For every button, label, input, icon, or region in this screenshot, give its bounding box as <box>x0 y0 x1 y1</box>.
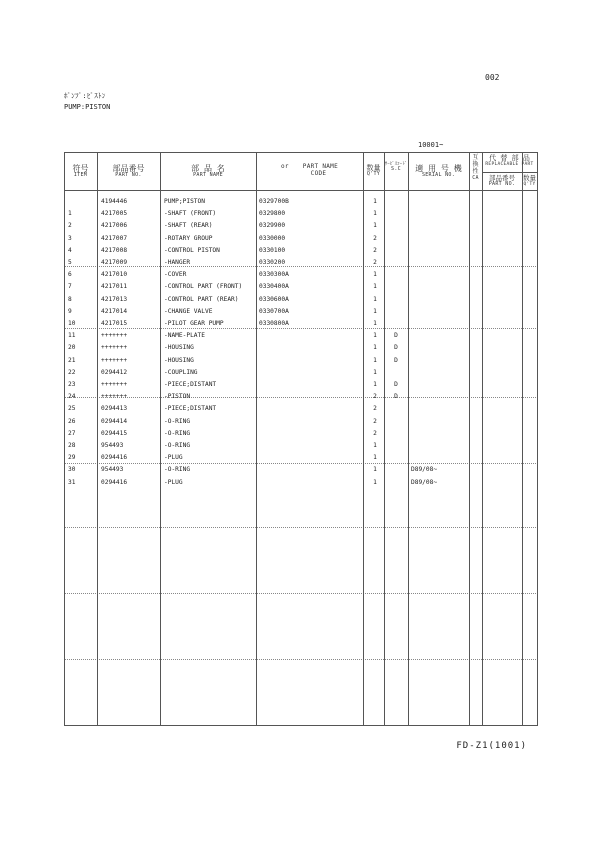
cell-code: 0330600A <box>259 295 289 303</box>
cell-name: -CONTROL PART (FRONT) <box>164 283 243 291</box>
cell-name: -COVER <box>164 271 187 279</box>
cell-qty: 1 <box>373 442 377 449</box>
cell-part: +++++++ <box>101 332 128 340</box>
cell-name: -SHAFT (FRONT) <box>164 210 217 218</box>
cell-sc <box>386 477 406 489</box>
cell-name: -PILOT GEAR PUMP <box>164 320 224 327</box>
cell-sc <box>386 281 406 293</box>
cell-qty: 1 <box>373 466 377 474</box>
table-row <box>64 196 538 208</box>
cell-item: 24 <box>68 393 76 401</box>
cell-part: 4217005 <box>101 210 128 218</box>
table-row <box>64 233 538 245</box>
cell-qty: 1 <box>373 198 377 205</box>
cell-item: 27 <box>68 429 76 437</box>
cell-qty: 2 <box>373 429 377 437</box>
cell-part: 4217006 <box>101 222 128 230</box>
cell-part: +++++++ <box>101 393 128 401</box>
cell-item: 30 <box>68 466 76 474</box>
table-row <box>64 440 538 452</box>
cell-sc <box>386 403 406 415</box>
header-compatibility: 互換性 CA <box>472 154 479 181</box>
cell-part: 954493 <box>101 442 124 449</box>
cell-qty: 2 <box>373 417 377 425</box>
cell-part: 4217014 <box>101 307 128 315</box>
cell-part: 954493 <box>101 466 124 474</box>
table-row <box>64 294 538 306</box>
cell-item: 20 <box>68 344 76 352</box>
table-row <box>64 269 538 281</box>
cell-part: 4217011 <box>101 283 128 291</box>
cell-sc <box>386 452 406 464</box>
cell-part: 4217010 <box>101 271 128 279</box>
cell-qty: 1 <box>373 210 377 218</box>
cell-item: 1 <box>68 210 72 218</box>
cell-name: -PLUG <box>164 454 183 462</box>
cell-name: -PISTON <box>164 393 191 401</box>
cell-name: -HANGER <box>164 259 191 266</box>
cell-part: 0294415 <box>101 429 128 437</box>
cell-sc <box>386 294 406 306</box>
table-row <box>64 306 538 318</box>
cell-sc <box>386 318 406 330</box>
table-row <box>64 330 538 342</box>
cell-part: 0294416 <box>101 454 128 462</box>
parts-table <box>64 152 538 726</box>
title-japanese: ﾎﾟﾝﾌﾟ:ﾋﾟｽﾄﾝ <box>64 92 106 100</box>
cell-qty: 1 <box>373 295 377 303</box>
cell-item: 8 <box>68 295 72 303</box>
serial-range: 10001~ <box>418 141 444 149</box>
cell-sc <box>386 416 406 428</box>
page-number: 002 <box>485 73 500 82</box>
cell-code: 0330700A <box>259 307 289 315</box>
cell-part: 4217009 <box>101 259 128 266</box>
cell-item: 29 <box>68 454 76 462</box>
cell-part: 4217013 <box>101 295 128 303</box>
cell-part: 0294412 <box>101 368 128 376</box>
header-service-code: ｻｰﾋﾞｽｺｰﾄﾞ S.C <box>384 162 408 173</box>
cell-name: -ROTARY GROUP <box>164 234 213 242</box>
cell-sc <box>386 464 406 476</box>
cell-sc <box>386 245 406 257</box>
cell-part: +++++++ <box>101 381 128 388</box>
cell-code: 0329800 <box>259 210 286 218</box>
cell-sc <box>386 428 406 440</box>
table-row <box>64 403 538 415</box>
table-row <box>64 342 538 354</box>
table-row <box>64 245 538 257</box>
cell-sc <box>386 257 406 269</box>
footer-code: FD-Z1(1001) <box>456 741 527 751</box>
cell-qty: 2 <box>373 393 377 401</box>
cell-item: 3 <box>68 234 72 242</box>
cell-sc <box>386 208 406 220</box>
header-part-name: 部 品 名 PART NAME <box>191 164 225 179</box>
table-row <box>64 318 538 330</box>
cell-item: 21 <box>68 356 76 364</box>
cell-sc <box>386 196 406 208</box>
header-part-no: 部品番号 PART NO. <box>112 164 145 179</box>
cell-name: -NAME-PLATE <box>164 332 205 340</box>
cell-name: -COUPLING <box>164 368 198 376</box>
cell-code: 0330100 <box>259 246 286 254</box>
cell-item: 31 <box>68 478 76 486</box>
cell-sc <box>386 233 406 245</box>
table-row <box>64 391 538 403</box>
header-replaceable-qty: 数量 Q'TY <box>523 174 536 188</box>
cell-part: 4194446 <box>101 198 128 205</box>
cell-code: 0329900 <box>259 222 286 230</box>
cell-part: 0294413 <box>101 405 128 413</box>
cell-name: -CONTROL PISTON <box>164 246 220 254</box>
cell-name: PUMP;PISTON <box>164 198 205 205</box>
cell-name: -HOUSING <box>164 344 194 352</box>
cell-item: 6 <box>68 271 72 279</box>
cell-sc: D <box>394 332 398 340</box>
cell-sc <box>386 440 406 452</box>
cell-qty: 1 <box>373 307 377 315</box>
cell-code: 0330800A <box>259 320 289 327</box>
table-row <box>64 355 538 367</box>
title-english: PUMP:PISTON <box>64 103 111 111</box>
cell-qty: 1 <box>373 222 377 230</box>
cell-item: 28 <box>68 442 76 449</box>
cell-code: 0330200 <box>259 259 286 266</box>
cell-item: 25 <box>68 405 76 413</box>
cell-part: 4217007 <box>101 234 128 242</box>
header-replaceable-part: 代 替 部 品 REPLACEABLE PART <box>485 154 534 168</box>
cell-qty: 1 <box>373 320 377 327</box>
cell-code: 0330300A <box>259 271 289 279</box>
cell-item: 4 <box>68 246 72 254</box>
header-item: 符号 ITEM <box>72 164 89 179</box>
header-serial-no: 適 用 号 機 SERIAL NO. <box>415 164 462 179</box>
cell-part: 4217015 <box>101 320 128 327</box>
table-row <box>64 464 538 476</box>
table-row <box>64 257 538 269</box>
cell-name: -O-RING <box>164 429 191 437</box>
cell-qty: 2 <box>373 234 377 242</box>
cell-qty: 1 <box>373 478 377 486</box>
cell-name: -CONTROL PART (REAR) <box>164 295 239 303</box>
cell-qty: 2 <box>373 259 377 266</box>
cell-item: 23 <box>68 381 76 388</box>
header-code: or PART NAME CODE <box>280 163 339 177</box>
cell-sc: D <box>394 356 398 364</box>
cell-name: -O-RING <box>164 417 191 425</box>
table-row <box>64 367 538 379</box>
cell-sc: D <box>394 393 398 401</box>
cell-name: -O-RING <box>164 442 191 449</box>
table-row <box>64 281 538 293</box>
cell-name: -O-RING <box>164 466 191 474</box>
table-row <box>64 379 538 391</box>
cell-name: -CHANGE VALVE <box>164 307 213 315</box>
cell-sc <box>386 367 406 379</box>
cell-item: 26 <box>68 417 76 425</box>
cell-qty: 1 <box>373 368 377 376</box>
cell-name: -SHAFT (REAR) <box>164 222 213 230</box>
cell-part: 4217008 <box>101 246 128 254</box>
cell-sc: D <box>394 381 398 388</box>
table-row <box>64 428 538 440</box>
cell-code: 0330400A <box>259 283 289 291</box>
cell-qty: 2 <box>373 405 377 413</box>
cell-name: -PLUG <box>164 478 183 486</box>
cell-sc <box>386 269 406 281</box>
cell-name: -PIECE;DISTANT <box>164 405 217 413</box>
header-qty: 数量 Q'TY <box>366 164 381 178</box>
table-row <box>64 477 538 489</box>
cell-name: -PIECE;DISTANT <box>164 381 217 388</box>
table-row <box>64 416 538 428</box>
cell-serial: D89/08~ <box>411 478 438 486</box>
cell-name: -HOUSING <box>164 356 194 364</box>
cell-qty: 1 <box>373 356 377 364</box>
cell-part: 0294414 <box>101 417 128 425</box>
cell-item: 22 <box>68 368 76 376</box>
cell-qty: 2 <box>373 246 377 254</box>
table-row <box>64 208 538 220</box>
cell-item: 2 <box>68 222 72 230</box>
cell-item: 10 <box>68 320 76 327</box>
cell-qty: 1 <box>373 332 377 340</box>
table-row <box>64 220 538 232</box>
cell-qty: 1 <box>373 344 377 352</box>
cell-qty: 1 <box>373 283 377 291</box>
cell-sc <box>386 306 406 318</box>
cell-part: +++++++ <box>101 344 128 352</box>
cell-sc <box>386 220 406 232</box>
cell-qty: 1 <box>373 271 377 279</box>
table-row <box>64 452 538 464</box>
cell-qty: 1 <box>373 381 377 388</box>
cell-part: +++++++ <box>101 356 128 364</box>
cell-code: 0330000 <box>259 234 286 242</box>
cell-code: 0329700B <box>259 198 289 205</box>
header-replaceable-part-no: 部品番号 PART NO. <box>488 174 516 188</box>
cell-item: 9 <box>68 307 72 315</box>
cell-serial: D89/08~ <box>411 466 438 474</box>
cell-item: 11 <box>68 332 76 340</box>
cell-part: 0294416 <box>101 478 128 486</box>
cell-sc: D <box>394 344 398 352</box>
cell-item: 5 <box>68 259 72 266</box>
cell-item: 7 <box>68 283 72 291</box>
cell-qty: 1 <box>373 454 377 462</box>
